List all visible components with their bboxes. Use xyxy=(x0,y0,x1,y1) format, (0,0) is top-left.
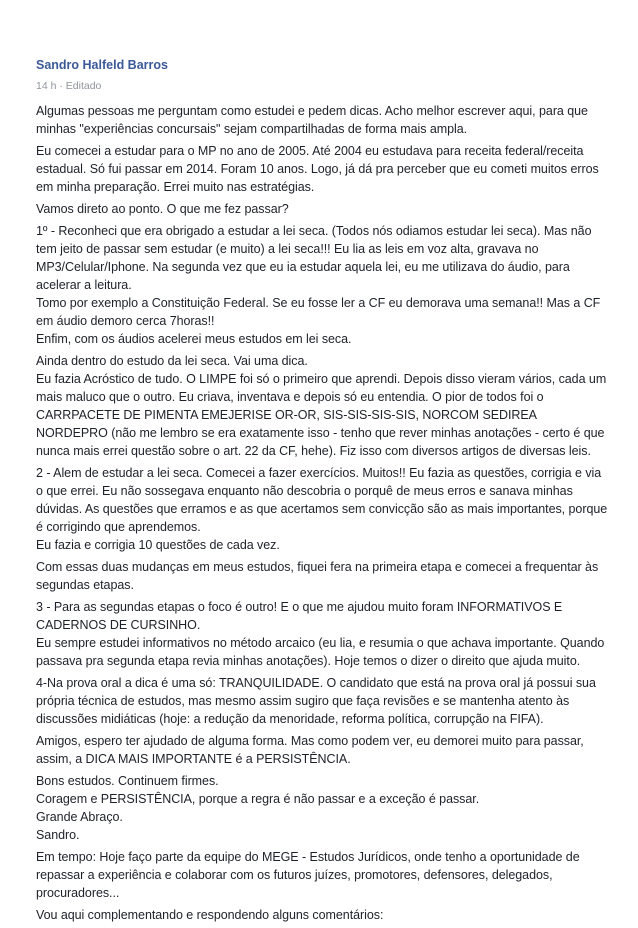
post-paragraph-tip-3: 3 - Para as segundas etapas o foco é outro! E o que me ajudou muito foram INFORMATIVOS E CADERNOS DE CURSINHO. Eu sempre estudei informativos no método arcaico (eu lia, e resumia o que achava importante. Quando passava pra segunda etapa revia minhas anotações). Hoje temos o dizer o direito que ajuda muito. xyxy=(36,600,605,668)
post-paragraph-closing: Bons estudos. Continuem firmes. Coragem e PERSISTÊNCIA, porque a regra é não passar e a exceção é passar. Grande Abraço. Sandro. xyxy=(36,774,480,842)
post-paragraph-tip-2: 2 - Alem de estudar a lei seca. Comecei a fazer exercícios. Muitos!! Eu fazia as questões, corrigia e via o que errei. Eu não sossegava enquanto não descobria o porquê de meus erros e sanava minhas dúvidas. As questões que erramos e as que acertamos sem convicção são as mais importantes, porque é corrigindo que aprendemos. Eu fazia e corrigia 10 questões de cada vez. xyxy=(36,466,608,552)
post-timestamp[interactable]: 14 h · Editado xyxy=(36,80,102,92)
post-paragraph-intro: Algumas pessoas me perguntam como estudei e pedem dicas. Acho melhor escrever aqui, para que minhas "experiências concursais" sejam compartilhadas de forma mais ampla. xyxy=(36,104,588,136)
post xyxy=(36,58,608,928)
post-paragraph-first-stage: Com essas duas mudanças em meus estudos, fiquei fera na primeira etapa e comecei a frequentar às segundas etapas. xyxy=(36,560,599,592)
post-paragraph-tip-1: 1º - Reconheci que era obrigado a estudar a lei seca. (Todos nós odiamos estudar lei seca). Mas não tem jeito de passar sem estudar (e muito) a lei seca!!! Eu lia as leis em voz alta, gravava no MP3/Celular/Iphone. Na segunda vez que eu ia estudar aquela lei, eu me utilizava do áudio, para acelerar a leitura. Tomo por exemplo a Constituição Federal. Se eu fosse ler a CF eu demorava uma semana!! Mas a CF em áudio demoro cerca 7horas!! Enfim, com os áudios acelerei meus estudos em lei seca. xyxy=(36,224,601,346)
post-paragraph-acrostic: Ainda dentro do estudo da lei seca. Vai uma dica. Eu fazia Acróstico de tudo. O LIMPE foi só o primeiro que aprendi. Depois disso vieram vários, cada um mais maluco que o outro. Eu criava, inventava e depois só eu entendia. O pior de todos foi o CARRPACETE DE PIMENTA EMEJERISE OR-OR, SIS-SIS-SIS-SIS, NORCOM SEDIREA NORDEPRO (não me lembro se era exatamente isso - tenho que rever minhas anotações - certo é que nunca mais errei questão sobre o art. 22 da CF, hehe). Fiz isso com diversos artigos de diversas leis. xyxy=(36,354,607,458)
post-paragraph-question: Vamos direto ao ponto. O que me fez passar? xyxy=(36,202,289,216)
post-paragraph-mege: Em tempo: Hoje faço parte da equipe do MEGE - Estudos Jurídicos, onde tenho a oportunidade de repassar a experiência e colaborar com os futuros juízes, promotores, defensores, delegados, procuradores... xyxy=(36,850,580,900)
post-paragraph-history: Eu comecei a estudar para o MP no ano de 2005. Até 2004 eu estudava para receita federal/receita estadual. Só fui passar em 2014. Foram 10 anos. Logo, já dá pra perceber que eu cometi muitos erros em minha preparação. Errei muito nas estratégias. xyxy=(36,144,599,194)
author-name-link[interactable]: Sandro Halfeld Barros xyxy=(36,58,168,72)
post-paragraph-tip-4: 4-Na prova oral a dica é uma só: TRANQUILIDADE. O candidato que está na prova oral já possui sua própria técnica de estudos, mas mesmo assim sugiro que faça revisões e se mantenha atento às discussões midiáticas (hoje: a redução da menoridade, reforma política, corrupção na FIFA). xyxy=(36,676,596,726)
post-paragraph-comments: Vou aqui complementando e respondendo alguns comentários: xyxy=(36,908,384,922)
post-paragraph-persistence: Amigos, espero ter ajudado de alguma forma. Mas como podem ver, eu demorei muito para passar, assim, a DICA MAIS IMPORTANTE é a PERSISTÊNCIA. xyxy=(36,734,584,766)
post-body xyxy=(36,102,608,924)
